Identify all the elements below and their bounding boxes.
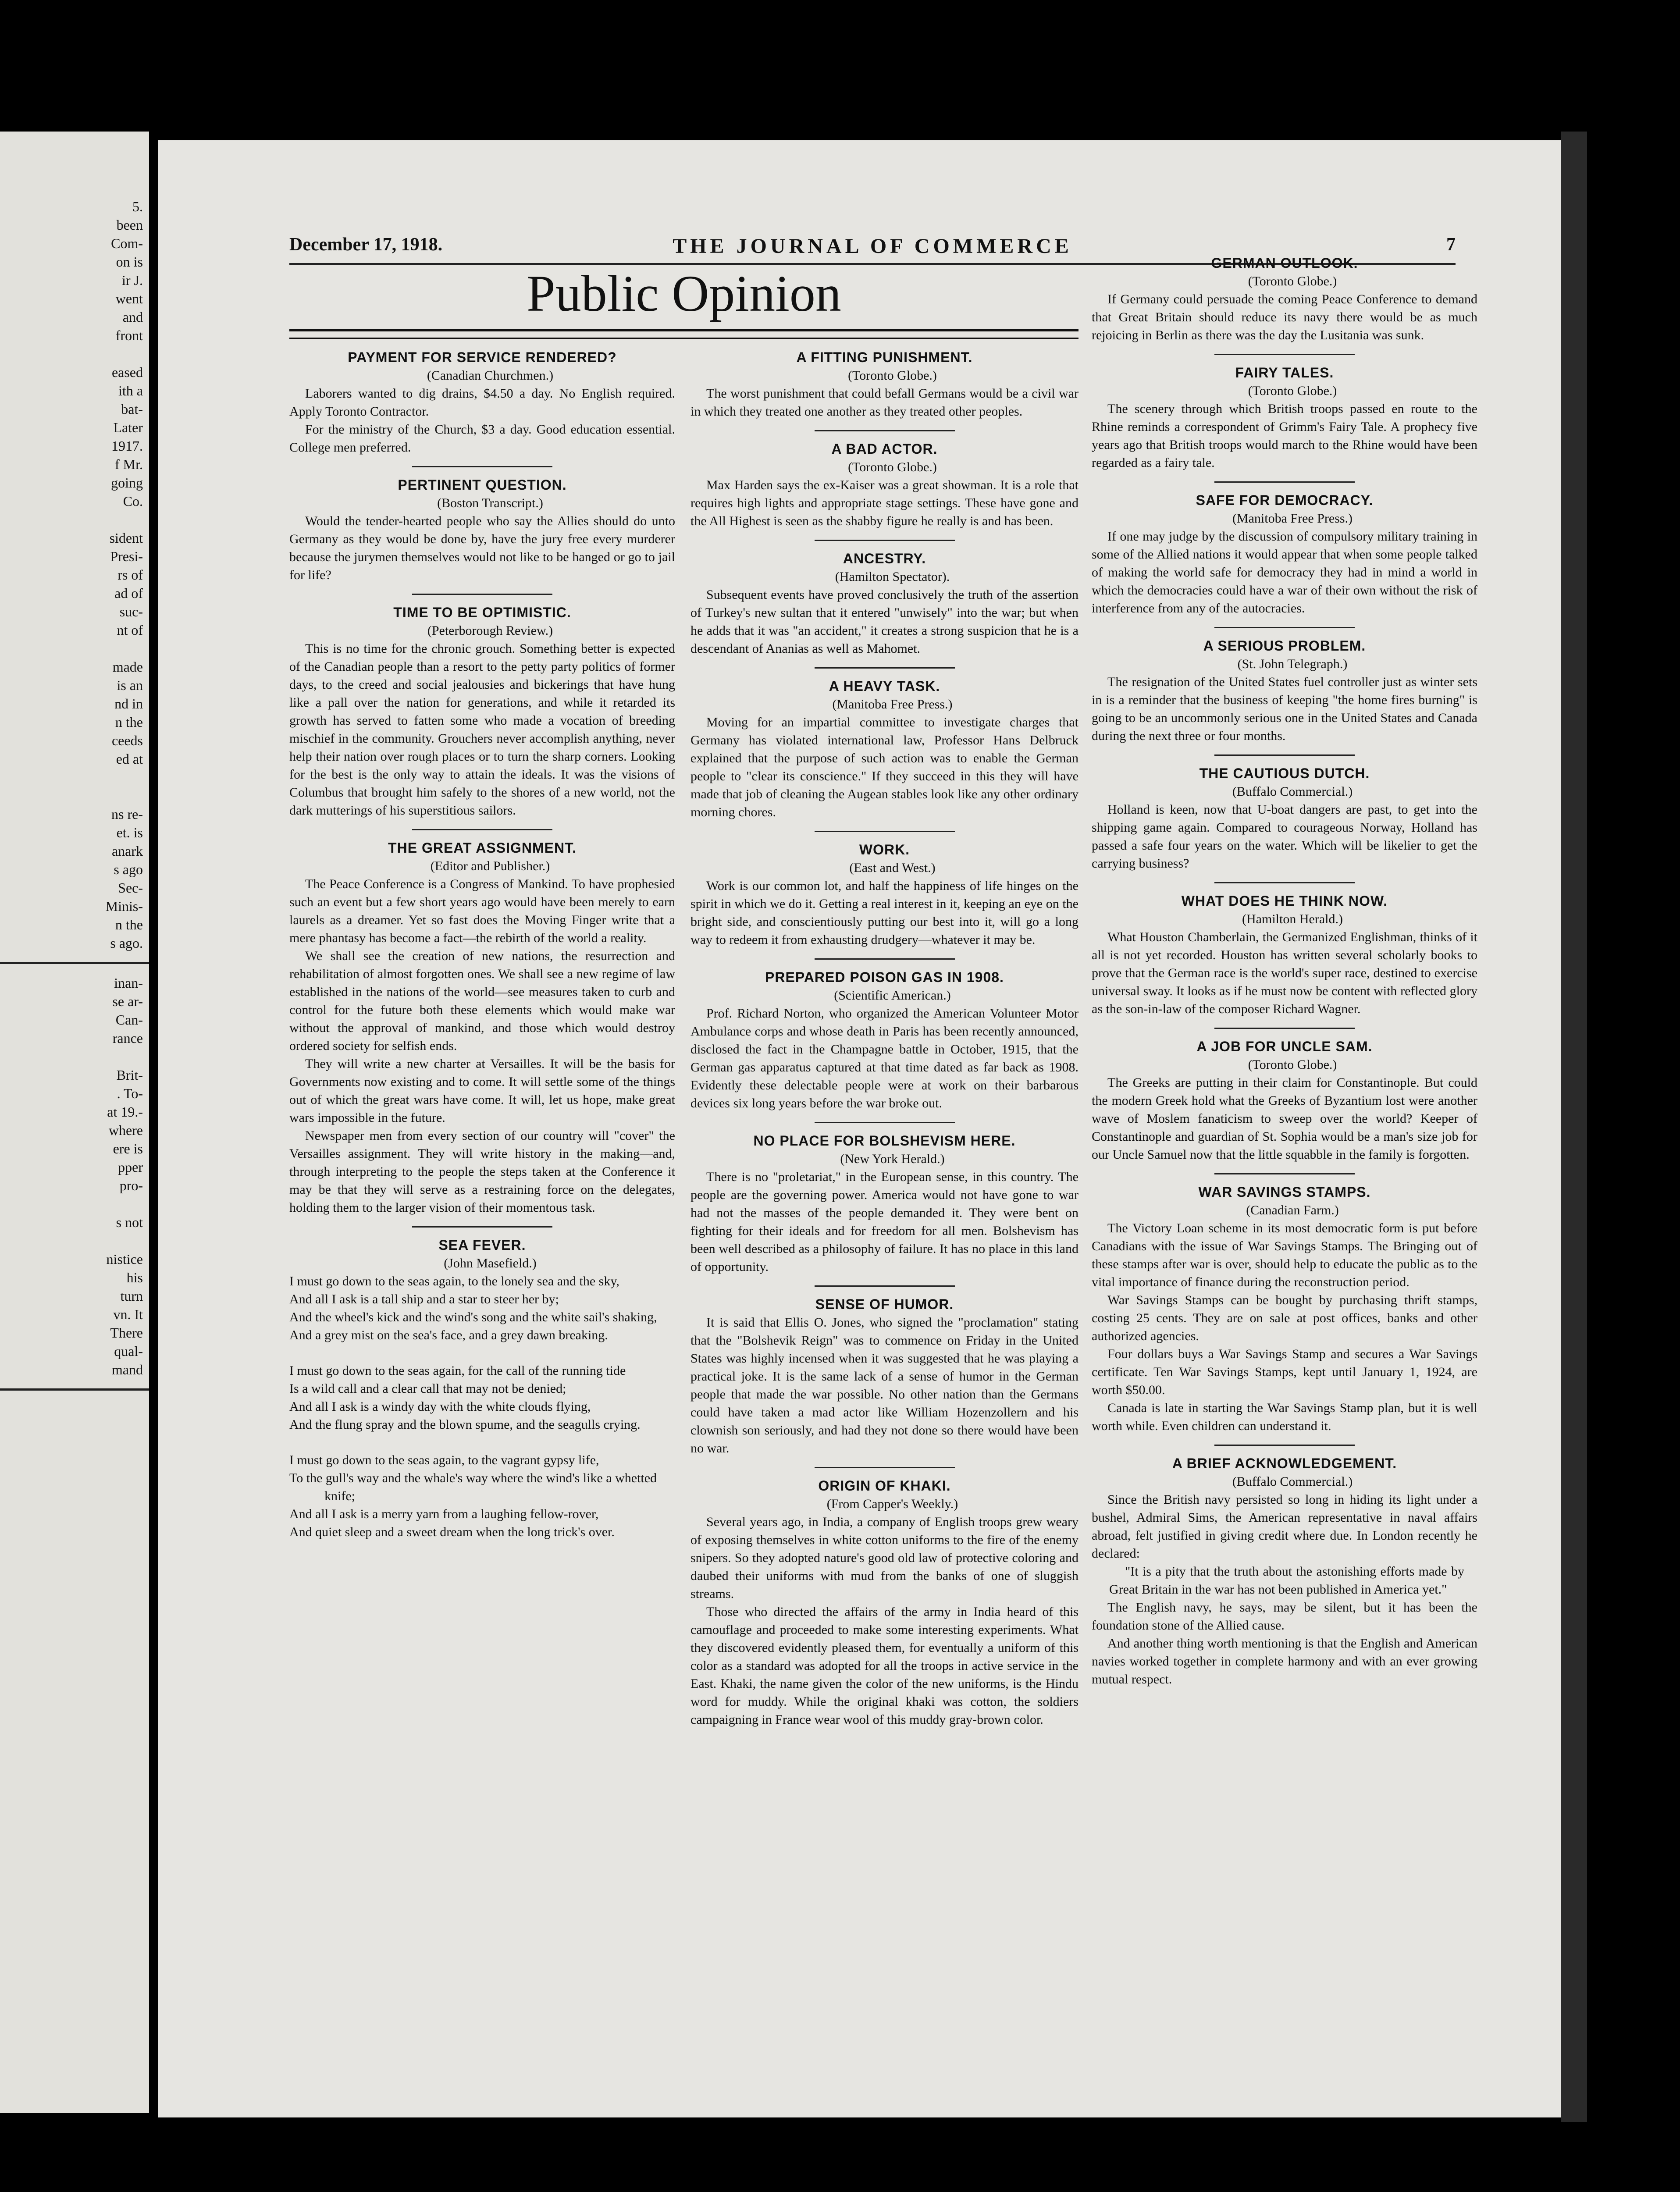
previous-page-text-fragment: et. is [116,825,143,840]
previous-page-text-fragment: is an [117,677,143,693]
article [1092,1455,1477,1688]
previous-page-text-fragment [0,768,149,786]
article-paragraph: It is said that Ellis O. Jones, who signed the "proclamation" stating that the "Bolshevik Reign" was to commence on Friday in the United States was highly incensed when it was suggested that he was playing a practical joke. It is the same lack of a sense of humor in the German people that made the war possible. No other nation than the Germans could have taken a mad actor like William Hozenzollern and his clownish son seriously, and had they not done so there would have been no war. [691,1315,1078,1455]
article-separator [412,594,552,595]
article [1092,254,1477,344]
previous-page-text-fragment [0,639,149,658]
previous-page-text-fragment: vn. It [113,1306,143,1322]
article-paragraph: Subsequent events have proved conclusively the truth of the assertion of Turkey's new sultan that it entered "unwisely" into the war; but when he adds that it was "an accident," it creates a strong suspicion that he is a descendant of Ananias as well as Mahomet. [691,587,1078,656]
previous-page-text-fragment: at 19.- [107,1104,143,1120]
column-1 [289,349,675,1559]
previous-page-rule [0,962,149,964]
article-source: (Scientific American.) [834,988,951,1003]
article [1092,892,1477,1018]
poem-author: (John Masefield.) [444,1256,537,1270]
previous-page-text-fragment: Minis- [105,898,143,914]
article [1092,364,1477,472]
article-paragraph: The Victory Loan scheme in its most democratic form is put before Canadians with the issue of War Savings Stamps. The Bringing out of these stamps after war is over, should help to educate the public as to the vital importance of finance during the reconstruction period. [1092,1221,1477,1289]
previous-page-text-fragment: Sec- [118,880,143,896]
article-source: (St. John Telegraph.) [1237,657,1348,671]
article-headline: SENSE OF HUMOR. [815,1296,954,1312]
article-headline: THE GREAT ASSIGNMENT. [388,840,577,856]
poem-line: I must go down to the seas again, to the lonely sea and the sky, [289,1274,619,1288]
article-separator [1214,627,1355,628]
page-edge-shadow [1561,132,1587,2122]
article-headline: TIME TO BE OPTIMISTIC. [393,605,571,620]
article-source: (East and West.) [849,861,936,875]
article [691,1132,1078,1276]
article [691,440,1078,530]
previous-page-text-fragment: nd in [114,696,143,712]
article-paragraph: Prof. Richard Norton, who organized the American Volunteer Motor Ambulance corps and whose death in Paris has been recently announced, disclosed the fact in the Champagne battle in October, 1915, that the German gas apparatus captured at that time dated as far back as 1908. Evidently these delectable people were at work on their barbarous devices six long years before the war broke out. [691,1006,1078,1110]
article-paragraph: And another thing worth mentioning is that the English and American navies worked together in complete harmony and with an ever growing mutual respect. [1092,1636,1477,1687]
article-headline: PREPARED POISON GAS IN 1908. [765,969,1004,985]
previous-page-text-fragment: s ago [114,861,143,877]
poem-stanza [289,1362,675,1434]
article-separator [1214,354,1355,355]
previous-page-text-fragment: on is [116,254,143,270]
article-source: (Buffalo Commercial.) [1232,784,1353,799]
previous-page-fragments-top [0,197,149,952]
article-paragraph: The scenery through which British troops passed en route to the Rhine reminds a correspondent of Grimm's Fairy Tale. A prophecy five years ago that British troops would march to the Rhine would have been regarded as a fairy tale. [1092,402,1477,470]
article-separator [1214,754,1355,756]
poem [289,1236,675,1541]
previous-page-text-fragment: going [111,475,143,491]
article [1092,765,1477,872]
section-title-rule [289,329,1078,339]
article-separator [815,1122,955,1123]
section-title: Public Opinion [527,265,841,322]
article-paragraph: Work is our common lot, and half the happiness of life hinges on the spirit in which we do it. Getting a real interest in it, keeping an eye on the bright side, and conscientiously putting our best into it, will go a long way to redeem it from exhausting drudgery—whatever it may be. [691,879,1078,947]
article-source: (Buffalo Commercial.) [1232,1474,1353,1489]
article-source: (Peterborough Review.) [427,623,553,638]
previous-page-text-fragment: There [110,1325,143,1341]
article-separator [1214,882,1355,883]
poem-stanza [289,1272,675,1344]
previous-page-text-fragment: nt of [117,622,143,638]
previous-page-text-fragment: Brit- [116,1067,143,1083]
previous-page-text-fragment: ad of [114,585,143,601]
article-source: (New York Herald.) [840,1152,945,1166]
article-headline: A JOB FOR UNCLE SAM. [1196,1039,1373,1054]
article [691,1295,1078,1457]
article-paragraph: War Savings Stamps can be bought by purchasing thrift stamps, costing 25 cents. They are on sale at post offices, banks and other authorized agencies. [1092,1293,1477,1343]
previous-page-text-fragment: his [126,1270,143,1285]
previous-page-text-fragment: mand [111,1362,143,1377]
article-paragraph: This is no time for the chronic grouch. Something better is expected of the Canadian people than a resort to the petty party politics of former days, to the creed and social jealousies and bickerings that have hung like a pall over the nation for generations, and while it retarded its growth has served to fatten some who made a vocation of breeding mischief in the community. Grouchers never accomplish anything, never help their nation over rough places or to turn the sharp corners. Looking for the best is the only way to attain the ideals. It was the visions of Columbus that brought him safely to the shores of a new world, not the dark mutterings of his superstitious sailors. [289,641,675,818]
column-2 [691,349,1078,1735]
article [289,839,675,1217]
article-paragraph: If Germany could persuade the coming Peace Conference to demand that Great Britain should reduce its navy there would be as much rejoicing in Berlin as there was the day the Lusitania was sunk. [1092,292,1477,342]
previous-page-text-fragment [0,1231,149,1250]
previous-page-text-fragment: inan- [114,975,143,991]
article-source: (Toronto Globe.) [1248,274,1337,288]
article-paragraph: Max Harden says the ex-Kaiser was a great showman. It is a role that requires high lights and appropriate stage settings. These have gone and the All Highest is seen as the shabby figure he really is and has been. [691,478,1078,528]
previous-page-text-fragment: 1917. [111,438,143,454]
previous-page-text-fragment: 5. [132,199,143,214]
article-headline: A HEAVY TASK. [829,678,940,694]
previous-page-text-fragment [0,786,149,805]
previous-page-text-fragment: anark [111,843,143,859]
article-source: (Manitoba Free Press.) [832,697,953,712]
article [289,349,675,456]
poem-line: And quiet sleep and a sweet dream when the long trick's over. [289,1525,615,1539]
article-headline: A SERIOUS PROBLEM. [1203,638,1366,654]
previous-page-text-fragment: Can- [115,1012,143,1028]
article-headline: PERTINENT QUESTION. [398,477,567,493]
article-quote: "It is a pity that the truth about the astonishing efforts made by Great Britain in the war has not been published in America yet." [1109,1564,1464,1597]
article-source: (Hamilton Spectator). [835,569,950,584]
article-separator [1214,1173,1355,1174]
previous-page-text-fragment: went [115,291,143,306]
page-number: 7 [1446,235,1456,255]
previous-page-text-fragment [0,345,149,363]
poem-line: And all I ask is a tall ship and a star to steer her by; [289,1292,559,1306]
article-paragraph: Several years ago, in India, a company of English troops grew weary of exposing themselves in white cotton uniforms to the fire of the enemy snipers. So they adopted nature's good old law of protective coloring and daubed their uniforms with mud from the banks of one of sluggish streams. [691,1515,1078,1601]
previous-page-text-fragment: n the [115,714,143,730]
article [289,476,675,584]
previous-page-text-fragment: rs of [117,567,143,583]
previous-page-text-fragment: turn [120,1288,143,1304]
poem-line: And all I ask is a windy day with the white clouds flying, [289,1399,591,1414]
article-headline: NO PLACE FOR BOLSHEVISM HERE. [753,1133,1016,1149]
article-paragraph: We shall see the creation of new nations, the resurrection and rehabilitation of almost forgotten ones. We shall see a new regime of law established in the nations of the world—see measures taken to curb and control for the future both these elements which would make war without the approval of mankind, and those which would destroy ordered society for selfish ends. [289,949,675,1053]
article [691,677,1078,821]
previous-page-text-fragment: made [112,659,143,675]
previous-page-text-fragment [0,510,149,529]
previous-page-text-fragment: pper [118,1159,143,1175]
article-separator [815,831,955,832]
article-headline: SAFE FOR DEMOCRACY. [1196,492,1374,508]
previous-page-text-fragment: Later [113,420,143,435]
article-paragraph: The Greeks are putting in their claim for Constantinople. But could the modern Greek hold what the Greeks of Byzantium lost were another wave of Moslem fanaticism to sweep over the world? Keeper of Constantinople and guardian of St. Sophia would be a man's size job for our Uncle Samuel now that the little squabble in the family is forgotten. [1092,1075,1477,1162]
article-separator [412,829,552,830]
previous-page-text-fragment: sident [109,530,143,546]
previous-page-rule [0,1388,149,1391]
previous-page-text-fragment: suc- [119,604,143,619]
article-headline: WORK. [859,842,910,858]
article-paragraph: Four dollars buys a War Savings Stamp and secures a War Savings certificate. Ten War Savings Stamps, kept until January 1, 1924, are worth $50.00. [1092,1347,1477,1397]
article-headline: WHAT DOES HE THINK NOW. [1181,893,1388,909]
previous-page-text-fragment: front [115,327,143,343]
previous-page-text-fragment [0,1195,149,1213]
article-source: (Hamilton Herald.) [1242,912,1343,926]
article-source: (From Capper's Weekly.) [826,1497,958,1511]
article-paragraph: There is no "proletariat," in the European sense, in this country. The people are the governing power. America would not have gone to war had not the masses of the people demanded it. They were bent on fighting for their ideals and for freedom for all men. Bolshevism has been well described as a philosophy of failure. It has no place in this land of opportunity. [691,1170,1078,1274]
previous-page-text-fragment: s not [116,1214,143,1230]
column-3 [1092,254,1477,1694]
article [1092,1038,1477,1164]
previous-page-text-fragment: bat- [121,401,143,417]
article-source: (Canadian Farm.) [1246,1203,1339,1217]
article-paragraph: Laborers wanted to dig drains, $4.50 a day. No English required. Apply Toronto Contractor. [289,386,675,419]
newspaper-name: THE JOURNAL OF COMMERCE [673,235,1072,258]
article-source: (Toronto Globe.) [848,460,937,474]
article-source: (Editor and Publisher.) [430,859,550,873]
article-separator [815,540,955,541]
previous-page-text-fragment: f Mr. [115,456,143,472]
poem-line: And a grey mist on the sea's face, and a grey dawn breaking. [289,1328,608,1342]
issue-date: December 17, 1918. [289,235,443,255]
article [1092,1183,1477,1435]
poem-line: I must go down to the seas again, for the call of the running tide [289,1363,626,1378]
article-source: (Canadian Churchmen.) [427,368,554,383]
poem-line: To the gull's way and the whale's way where the wind's like a whetted knife; [289,1471,657,1503]
poem-line: I must go down to the seas again, to the vagrant gypsy life, [289,1453,599,1467]
article-paragraph: Those who directed the affairs of the army in India heard of this camouflage and proceeded to make some interesting experiments. What they discovered evidently pleased them, for eventually a uniform of this color as a standard was adopted for all the troops in active service in the East. Khaki, the name given the color of the new uniforms, is the Hindu word for muddy. While the original khaki was cotton, the soldiers campaigning in France wear wool of this muddy gray-brown color. [691,1605,1078,1727]
article-headline: FAIRY TALES. [1235,365,1334,381]
previous-page-text-fragment: been [116,217,143,233]
article-headline: WAR SAVINGS STAMPS. [1198,1184,1371,1200]
previous-page-fragments-bottom [0,974,149,1379]
article-headline: A FITTING PUNISHMENT. [796,349,973,365]
previous-page-text-fragment: . To- [117,1085,143,1101]
previous-page-text-fragment: Presi- [110,548,143,564]
poem-line: And the wheel's kick and the wind's song and the white sail's shaking, [289,1310,657,1324]
article-separator [815,1285,955,1287]
previous-page-text-fragment: ere is [113,1141,143,1156]
article-separator [412,466,552,467]
poem-line: And the flung spray and the blown spume, and the seagulls crying. [289,1417,641,1432]
previous-page-text-fragment: ir J. [122,272,143,288]
previous-page-text-fragment: ns re- [111,806,143,822]
article-separator [1214,1028,1355,1029]
article-source: (Boston Transcript.) [437,496,543,510]
article-headline: A BAD ACTOR. [831,441,938,457]
article-paragraph: The Peace Conference is a Congress of Mankind. To have prophesied such an event but a few short years ago would have been merely to earn laurels as a dreamer. Yet so fast does the Moving Finger write that a mere phantasy has become a fact—the rebirth of the world a reality. [289,877,675,945]
article-headline: GERMAN OUTLOOK. [1211,255,1358,271]
article [691,1477,1078,1729]
previous-page-text-fragment: n the [115,917,143,932]
article-source: (Toronto Globe.) [1248,1057,1337,1072]
previous-page-edge [0,132,149,2113]
article-paragraph: The English navy, he says, may be silent, but it has been the foundation stone of the Allied cause. [1092,1600,1477,1633]
article-paragraph: The resignation of the United States fuel controller just as winter sets in is a reminder that the business of keeping "the home fires burning" is going to be an uncommonly serious one in the United States and Canada during the next three or four months. [1092,675,1477,743]
previous-page-text-fragment: ith a [118,383,143,399]
article-paragraph: Newspaper men from every section of our country will "cover" the Versailles assignment. They will write history in the making—and, through interpreting to the people the steps taken at the Conference it may be that they will serve as a restraining force on the delegates, holding them to the larger vision of their momentous task. [289,1128,675,1215]
article-paragraph: Moving for an impartial committee to investigate charges that Germany has violated international law, Professor Hans Delbruck explained that the purpose of such action was to enable the German people to "clear its conscience." If they succeed in this they will have made that job of cleaning the Augean stables look like any other ordinary morning chores. [691,715,1078,819]
article-paragraph: Since the British navy persisted so long in hiding its light under a bushel, Admiral Sims, the American representative in naval affairs abroad, felt justified in giving credit where due. In London recently he declared: [1092,1492,1477,1561]
previous-page-text-fragment [0,1047,149,1066]
previous-page-text-fragment: eased [111,364,143,380]
article-paragraph: The worst punishment that could befall Germans would be a civil war in which they treated one another as they treated other peoples. [691,386,1078,419]
article-paragraph: They will write a new charter at Versailles. It will be the basis for Governments now existing and to come. It will settle some of the things out of which the great wars have come. It will, let us hope, make great wars impossible in the future. [289,1057,675,1125]
article [691,968,1078,1112]
article-source: (Toronto Globe.) [1248,384,1337,398]
article-separator [815,958,955,960]
previous-page-text-fragment: Com- [111,235,143,251]
article-separator [815,1467,955,1468]
previous-page-text-fragment: se ar- [112,993,143,1009]
article-source: (Manitoba Free Press.) [1232,511,1353,526]
poem-title: SEA FEVER. [438,1237,526,1253]
poem-line: And all I ask is a merry yarn from a laughing fellow-rover, [289,1507,599,1521]
article-separator [815,430,955,431]
article-paragraph: Holland is keen, now that U-boat dangers are past, to get into the shipping game again. Compared to courageous Norway, Holland has passed a safe four years on the water. Which will be likelier to get the carrying business? [1092,802,1477,871]
previous-page-text-fragment: pro- [119,1178,143,1193]
article [1092,637,1477,745]
article-headline: A BRIEF ACKNOWLEDGEMENT. [1172,1455,1397,1471]
previous-page-text-fragment: Co. [123,493,143,509]
article-headline: ANCESTRY. [843,551,926,566]
article [691,550,1078,658]
article-separator [1214,481,1355,483]
article [691,349,1078,420]
article-paragraph: Canada is late in starting the War Savings Stamp plan, but it is well worth while. Even children can understand it. [1092,1401,1477,1433]
previous-page-text-fragment: s ago. [110,935,143,951]
article-separator [412,1226,552,1228]
previous-page-text-fragment: nistice [106,1251,143,1267]
article-paragraph: If one may judge by the discussion of compulsory military training in some of the Allied nations it would appear that when some people talked of making the world safe for democracy they had in mind a world in which the democracies could have a war of their own without the risk of interference from any of the autocracies. [1092,529,1477,616]
newspaper-page [158,140,1561,2117]
article-headline: PAYMENT FOR SERVICE RENDERED? [348,349,617,365]
article [691,841,1078,949]
previous-page-text-fragment: ceeds [111,733,143,748]
article-source: (Toronto Globe.) [848,368,937,383]
article-separator [815,667,955,669]
article [1092,491,1477,617]
previous-page-text-fragment: rance [112,1030,143,1046]
previous-page-text-fragment: qual- [114,1343,143,1359]
article-separator [1214,1445,1355,1446]
poem-stanza [289,1451,675,1541]
article-paragraph: For the ministry of the Church, $3 a day. Good education essential. College men preferred. [289,422,675,455]
article-headline: THE CAUTIOUS DUTCH. [1199,765,1370,781]
previous-page-text-fragment: and [122,309,143,325]
article [289,604,675,819]
poem-line: Is a wild call and a clear call that may not be denied; [289,1381,566,1396]
previous-page-text-fragment: where [108,1122,143,1138]
previous-page-text-fragment: ed at [116,751,143,767]
article-paragraph: Would the tender-hearted people who say the Allies should do unto Germany as they would be done by, have the jury free every murderer because the jurymen themselves would not like to be hanged or go to jail for life? [289,514,675,582]
article-headline: ORIGIN OF KHAKI. [818,1478,951,1494]
article-paragraph: What Houston Chamberlain, the Germanized Englishman, thinks of it all is not yet recorded. Houston has written several scholarly books to prove that the German race is the world's super race, destined to exercise universal sway. It looks as if he must now be content with reflected glory as the son-in-law of the composer Richard Wagner. [1092,930,1477,1016]
